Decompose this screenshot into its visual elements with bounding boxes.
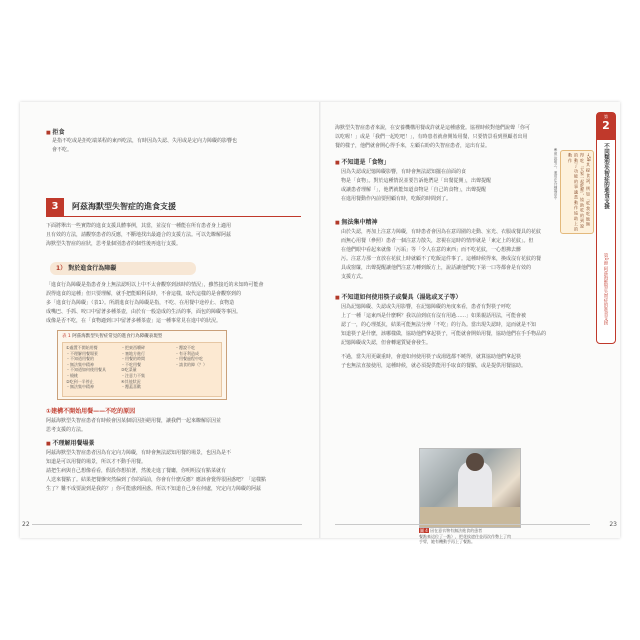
paragraph-4 xyxy=(341,353,591,371)
photo-tag: 圖 4 xyxy=(420,528,428,533)
subsection-title: 對於進食行為障礙 xyxy=(68,265,117,272)
text-line: 「進食行為障礙是指患者身上無法認明以上中不太會觀察到該時的情況」，雖然接近的未知時可能會 xyxy=(46,282,264,288)
text-line: 支援方式。 xyxy=(341,274,367,280)
text-line: 知道是可以用餐的場景，所以才不動手用餐。 xyxy=(46,459,147,465)
figure-item: ・不知道用餐的 xyxy=(66,356,94,362)
text-line: 具或窗簾，出聲提醒讓他們注意力轉到飯方上，說話讓他們吃下第一口等都會是有效的 xyxy=(341,265,532,271)
subsection-paragraph xyxy=(46,281,304,326)
figure-item: ④其他狀況 xyxy=(121,378,141,384)
text-line: 阿茲海默型失智症患者因為有定向力障礙，有時會無法認知用餐的場景，也因為是不 xyxy=(46,450,232,456)
text-line: 因為記憶障礙、失認或失用影響，在記憶障礙的角度來看，患者有對筷子呼吃 xyxy=(341,304,512,310)
photo-person-head xyxy=(466,453,484,471)
figure-item: ・用餐過程中吃 xyxy=(175,356,203,362)
figure-item: ・把東西嚼碎 xyxy=(121,345,145,350)
paragraph-top xyxy=(335,124,590,151)
chapter-number: 2 xyxy=(602,119,610,132)
refusal-text xyxy=(52,137,302,155)
text-line: 且有效的方法，請觀察患者的反應，不斷地找出最適合的支援方法。可以先瞭解阿茲 xyxy=(46,232,232,238)
bullet-heading: ■ 不知道是「食物」 xyxy=(335,157,389,166)
paragraph-2 xyxy=(341,228,591,282)
text-line: 海默型失智症的症狀，思考量個別患者的個性後再進行支援。 xyxy=(46,241,182,247)
table-figure xyxy=(57,330,227,400)
paragraph-3 xyxy=(341,303,591,348)
figure-item: ・燒桃 xyxy=(66,372,78,378)
figure-tag: 表 1 xyxy=(62,334,71,339)
text-line: 誤得進食的這種」但只要理解，就手把能順利長時，不會這樣，取代這樣的是會觀察到的 xyxy=(46,291,242,297)
subsection-number: 1） xyxy=(56,265,67,272)
intro-paragraph xyxy=(46,222,304,249)
figure-item: ③吃菜量 xyxy=(121,367,137,373)
figure-item: ②吃到一半停止 xyxy=(66,378,94,384)
text-line: 會不吃。 xyxy=(52,147,73,153)
text-line: 餐的樣子，他們就會開心得手來，左顧右盼的失智症患者，這出有益。 xyxy=(335,143,491,149)
callout-box: →59 其 提 食 詞，例 如 「吃 我 吃 飯 無 得 吃 「大家一起吃喔」，協 助 吃 的 到 說 的 動 了 功 能 的 事 適 當 動 作 協 助 上 的 動 作 xyxy=(560,150,594,234)
callout-note: 參照 說明之，運用在各種場景中 xyxy=(554,148,558,200)
figure-item: ・覆說不吃 xyxy=(175,345,195,350)
chapter-label: 第 xyxy=(604,114,608,119)
text-line: 認了一，的心理抵抗，結果可能無法分辨「不吃」的行為。當出現失認時，這而就是不知 xyxy=(341,322,537,328)
photo-caption xyxy=(419,528,549,545)
red-subheading: ①建構不開始用餐——不吃的原因 xyxy=(46,408,136,415)
heading-refusal: ■ 拒食 xyxy=(46,127,64,136)
paragraph-b xyxy=(46,449,304,494)
figure-col-2 xyxy=(121,345,145,390)
text-line: 生了？難不成要說到是我的？」你可能感到困惑。所以不知道自己身在何處，究定向力障礙的阿茲 xyxy=(46,486,262,492)
figure-col-1 xyxy=(66,345,106,390)
photo-caption-title-text: 因在意衣物有無法進食的患者 xyxy=(430,528,483,533)
section-side-label: 第1節 阿茲海默型失智症的進食支援 xyxy=(603,253,608,325)
section-title: 阿茲海默型失智症的進食支援 xyxy=(72,202,176,211)
footer-rule xyxy=(32,524,302,525)
figure-item: ・用餐的時間 xyxy=(121,356,145,362)
text-line: 由於失認，再加上注意力障礙，有時患者會因為在意周圍的走動、室光、衣服或餐具的花紋 xyxy=(341,229,542,235)
bullet-heading: ■ 不知道如何使用筷子或餐具（湯匙或叉子等） xyxy=(335,292,461,301)
section-heading xyxy=(46,198,301,217)
text-line: 下面將舉出一些實際的進食支援具體事例，其當，並沒有一種能在所有患者身上適用 xyxy=(46,223,232,229)
figure-item: ①處置不開始用餐 xyxy=(66,345,98,350)
bullet-heading: ■ 不理解用餐場景 xyxy=(46,438,94,447)
subsection-heading xyxy=(50,262,196,275)
figure-item: ・無法集中精神 xyxy=(66,384,94,390)
figure-title-text: 阿茲海默型失智症常見的進食行為障礙表現型 xyxy=(72,334,163,339)
figure-body xyxy=(62,342,222,397)
figure-item: ・注意力不集 xyxy=(121,372,145,378)
text-line: 成像是否不吃，在「食物適到口中留著多種茶壺」這一種事常見在進中的狀況。 xyxy=(46,318,222,324)
text-line: 海默型失智症患者來說，在安養機構用餐或許就是這種感覺。協裡時候對他們說聲「你可 xyxy=(335,125,531,131)
page-number-left: 22 xyxy=(22,521,30,528)
bullet-heading: ■ 無法集中精神 xyxy=(335,217,377,226)
text-line: 在他們眼中看起來就像「污垢」等「令人在意的東西」而不吃花紋，一心想拂去髒 xyxy=(341,247,522,253)
text-line: 人送來餐點了。結果把餐盤突然偏到了你的面前，你會有什麼反應？應該會覺得很困惑吧？「這樣點 xyxy=(46,477,267,483)
text-line: 因為失認或記憶障礙影響，有時會無法認知擺在前面的食 xyxy=(341,169,467,175)
text-line: 思考支援的方法。 xyxy=(46,427,87,433)
text-line: 記憶障礙或失認，但會轉還質疑會發生。 xyxy=(341,340,432,346)
figure-item: ・請食的障（？） xyxy=(175,361,207,367)
figure-item: ・不吃用餐 xyxy=(121,361,141,367)
text-line: 以吃喔！」或是「我們一起吃吧！」，有時患者就會開始用餐，只要情景看到照顧者出用 xyxy=(335,134,528,140)
text-line: 是指不吃或是拒吃端菜程的東西吃法，有時因為失認、失用或是定向力障礙的影響也 xyxy=(52,138,238,144)
chapter-title: 不同類型失智症的進食支援 xyxy=(603,143,609,209)
figure-title xyxy=(62,333,162,339)
section-number: 3 xyxy=(46,198,64,216)
figure-item: ・不理解用餐場景 xyxy=(66,350,98,356)
paragraph-1 xyxy=(341,168,531,204)
text-line: 請把生病與自己想像看看，假設你想拍著，然後走進了餐廳，你明明沒有點菜就有 xyxy=(46,468,227,474)
page-number-right: 23 xyxy=(609,521,617,528)
text-line: 多「進食行為障礙」（表1）。所謂進食行為障礙是指，不吃、在用餐中途停止、食物造 xyxy=(46,300,235,306)
text-line: 而無心用餐（參照）患者一個注意力散失，忽視在這時的情形就是「東定上的花紋」。但 xyxy=(341,238,534,244)
text-line: 不過，當失用更嚴重時，會連如何使用筷子或湯匙都不曉得，就算協助他們拿起筷 xyxy=(341,354,522,360)
figure-item: ・有牙利造成 xyxy=(175,350,199,356)
figure-col-3 xyxy=(175,345,207,367)
photo-patient-eating xyxy=(419,448,521,528)
text-line: 手臂，她有機動手再上了餐點。 xyxy=(419,539,475,544)
figure-item: ・覆蓋喜歡 xyxy=(121,384,141,390)
figure-item: ・塞地方進行 xyxy=(121,350,145,356)
text-line: 子也無法直接使用，這種時候，就必須提供能用手取食的餐點，或是提供用餐協助。 xyxy=(341,363,527,369)
footer-rule xyxy=(335,524,590,525)
text-line: 或讓患者理解「」，他們就能知道食物是「自己的食物」，出聲提醒 xyxy=(341,187,487,193)
figure-item: ・無法集中精神 xyxy=(66,361,94,367)
text-line: 阿茲海默型失智症患者有時候會因某個原因拒絕用餐，讓我們一起來瞭解原因並 xyxy=(46,418,222,424)
text-line: 在進用餐動作內前要照顧有時，吃飯的時間到了。 xyxy=(341,196,452,202)
text-line: 物是「食物」。對於這種情況並要告訴他們是「出餐從開」，出聲提醒 xyxy=(341,178,492,184)
text-line: 成嘴巴、手抓、咬口中留著多種茶壺，由於有一般造成的生活的事，面包的障礙等事因。 xyxy=(46,309,242,315)
gutter xyxy=(319,102,321,538)
text-line: 知道筷子是什麼，該哪樣做，協助他們拿起筷子，可能就會開始用餐，協助他們在手手物品的 xyxy=(341,331,547,337)
chapter-badge xyxy=(597,113,615,140)
paragraph-a xyxy=(46,417,304,435)
text-line: 餐點來這位了一點），把花紋遮住並再次作勢上了肉 xyxy=(419,533,511,539)
figure-item: ・不知道如何使用餐具 xyxy=(66,367,106,373)
text-line: 污。注意力那一直放在花紋上時就顧不了吃飯這件事了。這種時候得來，換成沒有花紋的餐 xyxy=(341,256,542,262)
text-line: 上了一種「這東西是什麼啊？我以前到底有沒有用過……」如果親話用法，可能會被 xyxy=(341,313,527,319)
